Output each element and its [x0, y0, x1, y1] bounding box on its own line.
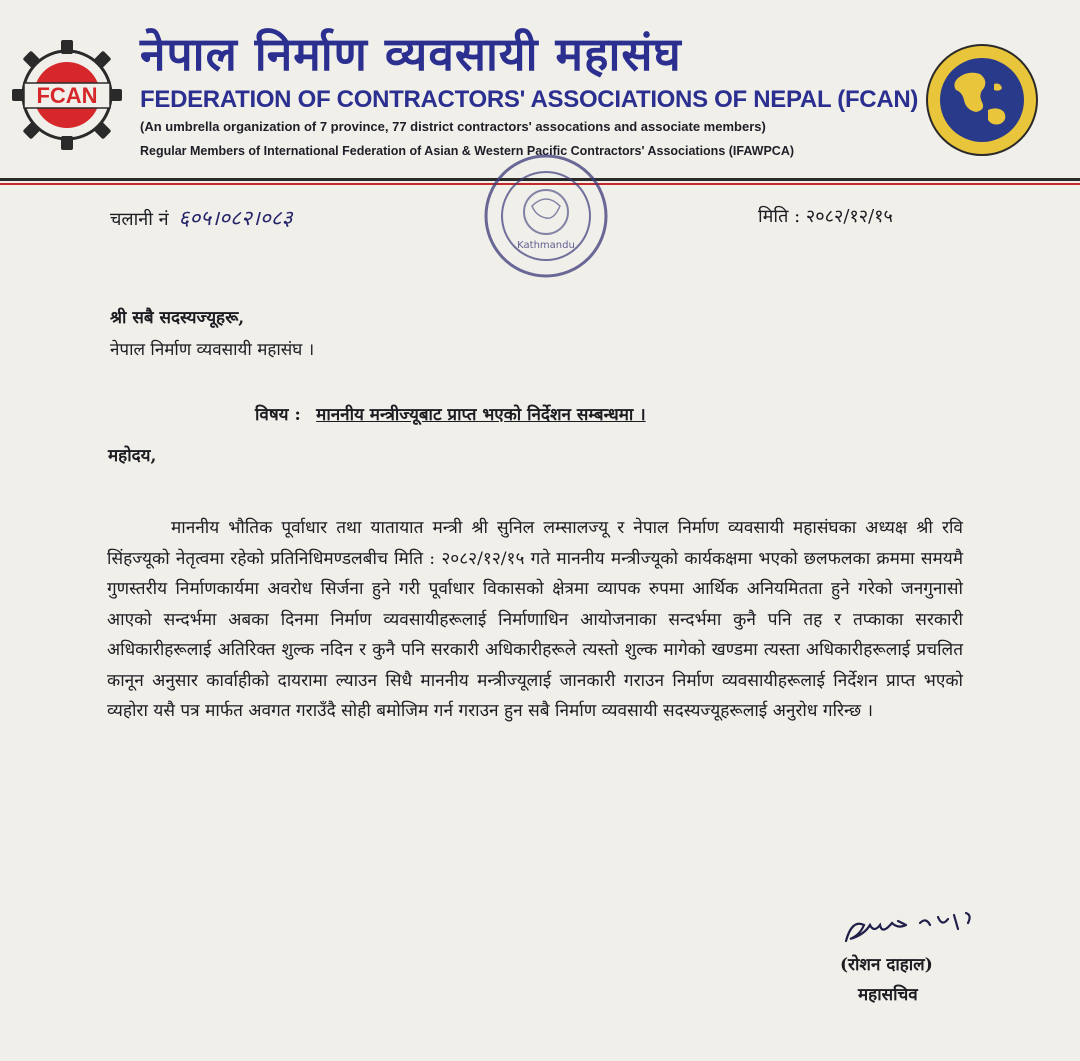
- ifawpca-globe-logo: [922, 40, 1042, 160]
- handwritten-signature: [836, 903, 986, 953]
- date-value: २०८२/१२/१५: [805, 206, 893, 227]
- reference-label: चलानी नं: [110, 209, 169, 230]
- date-label: मिति :: [758, 206, 801, 227]
- subtitle-ifawpca: Regular Members of International Federation of Asian & Western Pacific Contractors' Associations (IFAWPCA): [140, 144, 795, 158]
- title-english: FEDERATION OF CONTRACTORS' ASSOCIATIONS OF NEPAL (FCAN): [140, 86, 919, 113]
- signatory-name: (रोशन दाहाल): [840, 955, 933, 975]
- recipient-block: [110, 302, 314, 366]
- fcan-gear-logo: [8, 36, 126, 154]
- subject-label: विषय :: [255, 405, 301, 425]
- reference-number: [110, 204, 293, 232]
- recipient-line-1: श्री सबै सदस्यज्यूहरू,: [110, 308, 245, 328]
- reference-value: ६०५।०८२।०८३: [178, 206, 293, 230]
- recipient-line-2: नेपाल निर्माण व्यवसायी महासंघ ।: [110, 340, 315, 360]
- svg-text:FCAN: FCAN: [36, 83, 98, 108]
- title-nepali: नेपाल निर्माण व्यवसायी महासंघ: [140, 27, 682, 81]
- svg-text:Kathmandu: Kathmandu: [517, 240, 575, 251]
- official-stamp: [466, 150, 626, 282]
- subject-line: [255, 402, 646, 425]
- subtitle-umbrella: (An umbrella organization of 7 province, 77 district contractors' assocations and associate members): [140, 119, 766, 134]
- subject-text: माननीय मन्त्रीज्यूबाट प्राप्त भएको निर्देशन सम्बन्धमा ।: [316, 405, 646, 425]
- letter-date: [758, 204, 893, 228]
- signatory-title: महासचिव: [858, 985, 918, 1005]
- salutation: महोदय,: [108, 446, 157, 466]
- letter-body: माननीय भौतिक पूर्वाधार तथा यातायात मन्त्री श्री सुनिल लम्सालज्यू र नेपाल निर्माण व्यवसायी महासंघका अध्यक्ष श्री रवि सिंहज्यूको नेतृत्वमा रहेको प्रतिनिधिमण्डलबीच मिति : २०८२/१२/१५ गते माननीय मन्त्रीज्यूको कार्यकक्षमा भएको छलफलका क्रममा समयमै गुणस्तरीय निर्माणकार्यमा अवरोध सिर्जना हुने गरी पूर्वाधार विकासको क्षेत्रमा व्यापक रुपमा आर्थिक अनियमितता हुने गरेको जनगुनासो आएको सन्दर्भमा अबका दिनमा निर्माण व्यवसायीहरूलाई निर्माणाधिन आयोजनाका सन्दर्भमा कुनै पनि तह र तप्काका सरकारी अधिकारीहरूलाई अतिरिक्त शुल्क नदिन र कुनै पनि सरकारी अधिकारीहरूले त्यस्तो शुल्क मागेको खण्डमा त्यस्ता अधिकारीहरूलाई प्रचलित कानून अनुसार कार्वाहीको दायरामा ल्याउन सिधै माननीय मन्त्रीज्यूलाई जानकारी गराउन निर्माण व्यवसायीहरूलाई निर्देशन प्राप्त भएको व्यहोरा यसै पत्र मार्फत अवगत गराउँदै सोही बमोजिम गर्न गराउन हुन सबै निर्माण व्यवसायी सदस्यज्यूहरूलाई अनुरोध गरिन्छ ।: [107, 518, 963, 721]
